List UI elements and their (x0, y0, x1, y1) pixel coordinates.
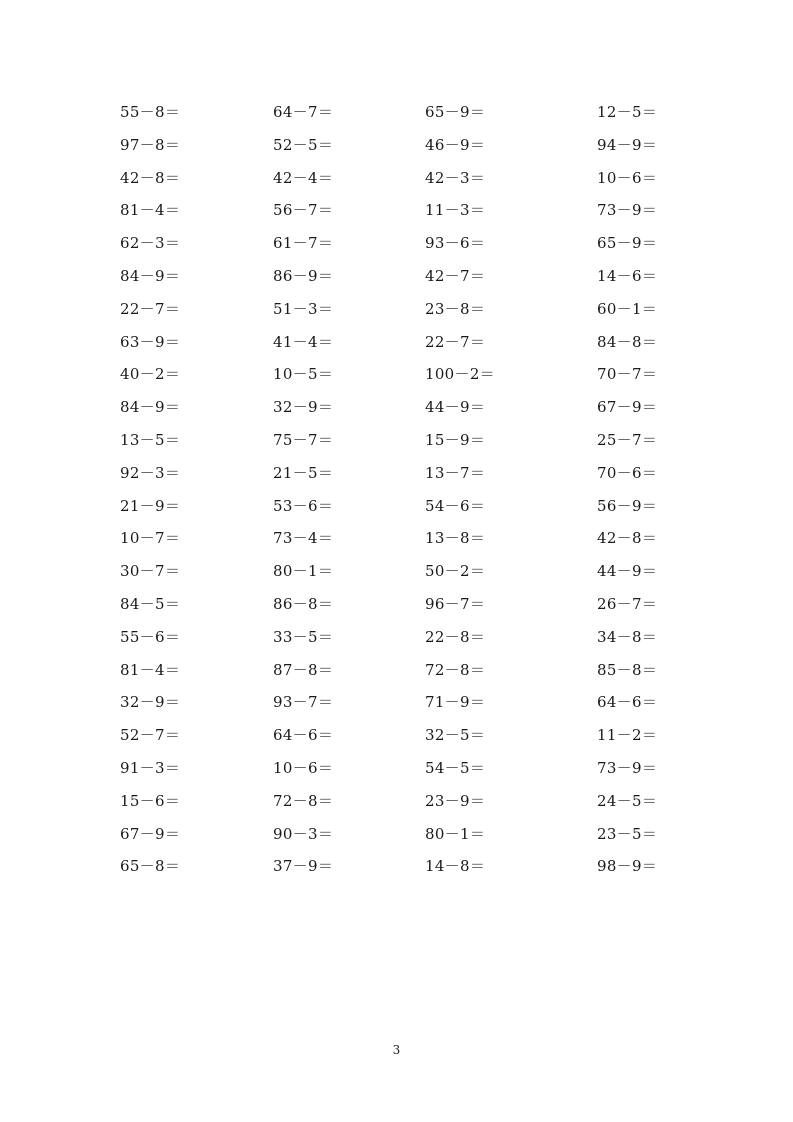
subtraction-problem: 11－2＝ (597, 726, 658, 745)
subtraction-problem: 52－5＝ (273, 135, 334, 154)
problem-row (0, 97, 793, 130)
subtraction-problem: 97－8＝ (120, 135, 181, 154)
subtraction-problem: 14－6＝ (597, 266, 658, 285)
subtraction-problem: 56－9＝ (597, 496, 658, 515)
subtraction-problem: 86－8＝ (273, 594, 334, 613)
subtraction-problem: 87－8＝ (273, 660, 334, 679)
subtraction-problem: 73－9＝ (597, 201, 658, 220)
subtraction-problem: 46－9＝ (425, 135, 486, 154)
subtraction-problem: 61－7＝ (273, 234, 334, 253)
subtraction-problem: 85－8＝ (597, 660, 658, 679)
subtraction-problem: 22－7＝ (425, 332, 486, 351)
problem-row (0, 622, 793, 655)
subtraction-problem: 67－9＝ (597, 398, 658, 417)
subtraction-problem: 72－8＝ (425, 660, 486, 679)
problem-row (0, 687, 793, 720)
subtraction-problem: 33－5＝ (273, 627, 334, 646)
subtraction-problem: 13－8＝ (425, 529, 486, 548)
problem-row (0, 359, 793, 392)
subtraction-problem: 75－7＝ (273, 430, 334, 449)
subtraction-problem: 11－3＝ (425, 201, 486, 220)
subtraction-problem: 32－5＝ (425, 726, 486, 745)
problem-row (0, 294, 793, 327)
subtraction-problem: 73－4＝ (273, 529, 334, 548)
subtraction-problem: 42－8＝ (597, 529, 658, 548)
subtraction-problem: 23－9＝ (425, 791, 486, 810)
subtraction-problem: 84－5＝ (120, 594, 181, 613)
problem-row (0, 491, 793, 524)
problem-row (0, 556, 793, 589)
subtraction-problem: 72－8＝ (273, 791, 334, 810)
problem-row (0, 819, 793, 852)
subtraction-problem: 84－8＝ (597, 332, 658, 351)
page-number: 3 (392, 1043, 401, 1057)
problem-row (0, 327, 793, 360)
subtraction-problem: 55－6＝ (120, 627, 181, 646)
subtraction-problem: 40－2＝ (120, 365, 181, 384)
subtraction-problem: 42－7＝ (425, 266, 486, 285)
subtraction-problem: 62－3＝ (120, 234, 181, 253)
problem-row (0, 130, 793, 163)
subtraction-problem: 42－8＝ (120, 168, 181, 187)
subtraction-problem: 52－7＝ (120, 726, 181, 745)
subtraction-problem: 64－6＝ (597, 693, 658, 712)
subtraction-problem: 24－5＝ (597, 791, 658, 810)
subtraction-problem: 54－6＝ (425, 496, 486, 515)
subtraction-problem: 22－7＝ (120, 299, 181, 318)
problem-row (0, 392, 793, 425)
subtraction-problem: 65－9＝ (597, 234, 658, 253)
subtraction-problem: 64－6＝ (273, 726, 334, 745)
subtraction-problem: 73－9＝ (597, 758, 658, 777)
subtraction-problem: 80－1＝ (273, 562, 334, 581)
subtraction-problem: 41－4＝ (273, 332, 334, 351)
subtraction-problem: 96－7＝ (425, 594, 486, 613)
subtraction-problem: 90－3＝ (273, 824, 334, 843)
subtraction-problem: 93－6＝ (425, 234, 486, 253)
subtraction-problem: 71－9＝ (425, 693, 486, 712)
subtraction-problem: 65－8＝ (120, 857, 181, 876)
problem-row (0, 425, 793, 458)
subtraction-problem: 67－9＝ (120, 824, 181, 843)
subtraction-problem: 86－9＝ (273, 266, 334, 285)
subtraction-problem: 70－6＝ (597, 463, 658, 482)
subtraction-problem: 44－9＝ (425, 398, 486, 417)
subtraction-problem: 37－9＝ (273, 857, 334, 876)
subtraction-problem: 81－4＝ (120, 660, 181, 679)
subtraction-problem: 34－8＝ (597, 627, 658, 646)
subtraction-problem: 55－8＝ (120, 103, 181, 121)
problem-row (0, 786, 793, 819)
problem-row (0, 163, 793, 196)
subtraction-problem: 100－2＝ (425, 365, 495, 384)
problem-row (0, 458, 793, 491)
subtraction-problem: 32－9＝ (273, 398, 334, 417)
problem-row (0, 851, 793, 884)
subtraction-problem: 15－6＝ (120, 791, 181, 810)
subtraction-problem: 10－5＝ (273, 365, 334, 384)
subtraction-problem: 32－9＝ (120, 693, 181, 712)
subtraction-problem: 14－8＝ (425, 857, 486, 876)
subtraction-problem: 23－5＝ (597, 824, 658, 843)
subtraction-problem: 70－7＝ (597, 365, 658, 384)
subtraction-problem: 60－1＝ (597, 299, 658, 318)
subtraction-problem: 12－5＝ (597, 103, 658, 121)
subtraction-problem: 50－2＝ (425, 562, 486, 581)
subtraction-problem: 98－9＝ (597, 857, 658, 876)
subtraction-problem: 53－6＝ (273, 496, 334, 515)
subtraction-problem: 91－3＝ (120, 758, 181, 777)
subtraction-problem: 21－5＝ (273, 463, 334, 482)
subtraction-problem: 64－7＝ (273, 103, 334, 121)
subtraction-problem: 10－7＝ (120, 529, 181, 548)
subtraction-problem: 51－3＝ (273, 299, 334, 318)
subtraction-problem: 63－9＝ (120, 332, 181, 351)
subtraction-problem: 81－4＝ (120, 201, 181, 220)
subtraction-problem: 80－1＝ (425, 824, 486, 843)
subtraction-problem: 30－7＝ (120, 562, 181, 581)
problem-row (0, 523, 793, 556)
subtraction-problem: 13－7＝ (425, 463, 486, 482)
subtraction-problem: 94－9＝ (597, 135, 658, 154)
subtraction-problem: 21－9＝ (120, 496, 181, 515)
subtraction-problem: 84－9＝ (120, 266, 181, 285)
problem-row (0, 589, 793, 622)
subtraction-problem: 84－9＝ (120, 398, 181, 417)
subtraction-problem: 92－3＝ (120, 463, 181, 482)
problem-row (0, 228, 793, 261)
subtraction-problem: 54－5＝ (425, 758, 486, 777)
subtraction-problem: 44－9＝ (597, 562, 658, 581)
problem-row (0, 720, 793, 753)
subtraction-problem: 15－9＝ (425, 430, 486, 449)
subtraction-problem: 10－6＝ (597, 168, 658, 187)
subtraction-problem: 65－9＝ (425, 103, 486, 121)
subtraction-problem: 93－7＝ (273, 693, 334, 712)
problem-row (0, 195, 793, 228)
subtraction-problem: 42－4＝ (273, 168, 334, 187)
subtraction-problem: 56－7＝ (273, 201, 334, 220)
subtraction-problem: 42－3＝ (425, 168, 486, 187)
problem-row (0, 261, 793, 294)
subtraction-problem: 22－8＝ (425, 627, 486, 646)
subtraction-problem: 10－6＝ (273, 758, 334, 777)
problem-row (0, 655, 793, 688)
subtraction-problem: 26－7＝ (597, 594, 658, 613)
subtraction-problem: 23－8＝ (425, 299, 486, 318)
worksheet (0, 97, 793, 884)
subtraction-problem: 25－7＝ (597, 430, 658, 449)
subtraction-problem: 13－5＝ (120, 430, 181, 449)
problem-row (0, 753, 793, 786)
